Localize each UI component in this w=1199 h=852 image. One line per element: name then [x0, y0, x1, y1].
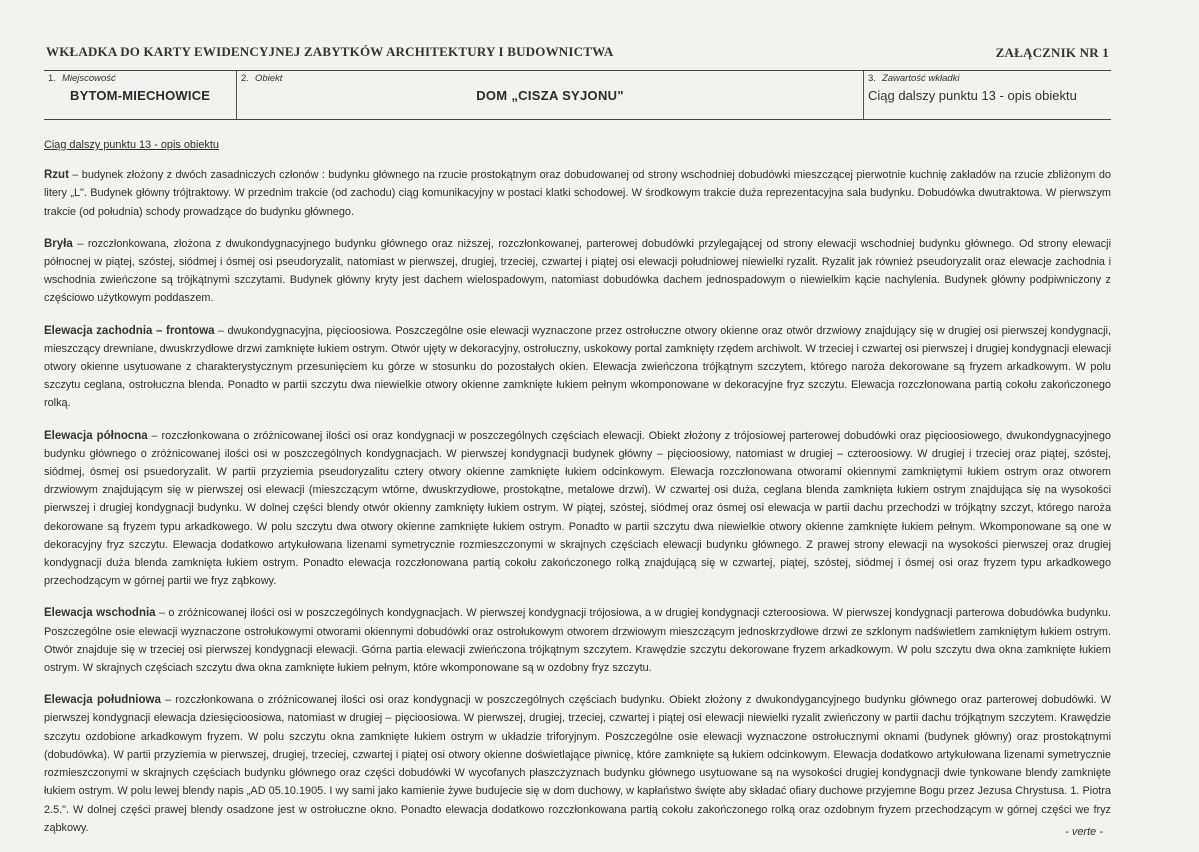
field-locality	[44, 71, 236, 119]
field-object-value: DOM „CISZA SYJONU"	[476, 88, 624, 103]
paragraph-term: Rzut	[44, 169, 69, 182]
paragraph-east-elevation	[44, 604, 1111, 677]
annex-label: ZAŁĄCZNIK NR 1	[995, 45, 1109, 60]
document-body	[44, 136, 1111, 837]
paragraph-term: Elewacja zachodnia – frontowa	[44, 324, 215, 337]
paragraph-text: – budynek złożony z dwóch zasadniczych członów : budynku głównego na rzucie prostokątnym oraz dobudowanej od strony wschodniej dobudówki mieszczącej pierwotnie kuchnię zakładów na rzucie zbliżonym do litery „L". Budynek główny trójtraktowy. W przednim trakcie (od zachodu) ciąg komunikacyjny w postaci klatki schodowej. W środkowym trakcie duża reprezentacyjna sala budynku. Dobudówka dwutraktowa. W pierwszym trakcie (od południa) schody prowadzące do budynku głównego.	[44, 169, 1111, 218]
paragraph-south-elevation	[44, 691, 1111, 837]
field-insert-content-value: Ciąg dalszy punktu 13 - opis obiektu	[868, 88, 1077, 103]
document-title: WKŁADKA DO KARTY EWIDENCYJNEJ ZABYTKÓW ARCHITEKTURY I BUDOWNICTWA	[46, 44, 614, 59]
paragraph-term: Elewacja wschodnia	[44, 607, 156, 620]
paragraph-term: Bryła	[44, 237, 73, 250]
document-header	[44, 44, 1111, 60]
paragraph-north-elevation	[44, 427, 1111, 591]
paragraph-west-elevation	[44, 322, 1111, 413]
paragraph-text: – dwukondygnacyjna, pięcioosiowa. Poszczególne osie elewacji wyznaczone przez ostrołuczne otwory okienne oraz otwór drzwiowy znajdujący się w drugiej osi pierwszej kondygnacji, mieszczący drewniane, dwuskrzydłowe drzwi zamknięte łukiem ostrym. Otwór ujęty w dekoracyjny, ostrołuczny, uskokowy portal zamknięty rzędem archiwolt. W trzeciej i czwartej osi pierwszej i drugiej kondygnacji elewacji otwory okienne usytuowane z charakterystycznym przesunięciem ku górze w stosunku do pozostałych okien. Elewacja zwieńczona trójkątnym szczytem, którego naroża dekorowane są fryzem arkadkowym. W polu szczytu ceglana, ostrołuczna blenda. Ponadto w partii szczytu dwa niewielkie otwory okienne zamknięte łukiem pełnym wkomponowane w dekoracyjne fryz szczytu. Elewacja rozczłonowana partią cokołu zakończonego rolką.	[44, 324, 1111, 410]
field-object	[236, 71, 863, 119]
continuation-heading: Ciąg dalszy punktu 13 - opis obiektu	[44, 139, 219, 151]
paragraph-text: – rozczłonkowana, złożona z dwukondygnacyjnego budynku głównego oraz niższej, rozczłonkowanej, parterowej dobudówki przylegającej od strony elewacji wschodniej budynku głównego. Od strony elewacji północnej w piątej, szóstej, siódmej i ósmej osi pseudoryzalit, natomiast w pierwszej, drugiej, trzeciej, czwartej i piątej osi elewacji południowej niewielki ryzalit. Ryzalit jak również pseudoryzalit oraz elewacje zachodnia i wschodnia zwieńczone są trójkątnymi szczytami. Budynek główny kryty jest dachem wielospadowym, natomiast dobudówka dachem jednospadowym o niewielkim kącie nachylenia. Budynek główny podpiwniczony z częściowo użytkowym poddaszem.	[44, 237, 1111, 305]
field-object-label: 2. Obiekt	[241, 73, 283, 84]
paragraph-text: – rozczłonkowana o zróżnicowanej ilości osi oraz kondygnacji w poszczególnych częściach elewacji. Obiekt złożony z trójosiowej parterowej dobudówki oraz pięcioosiowego, dwukondygnacyjnego budynku głównego o zróżnicowanej ilości osi w poszczególnych kondygnacjach. W pierwszej kondygnacji budynek główny – pięcioosiowy, natomiast w drugiej – czteroosiowy. W drugiej i trzeciej oraz piątej, szóstej, siódmej, ósmej osi psuedoryzalit. W partii przyziemia pseudoryzalitu cztery otwory okienne zamknięte łukiem odcinkowym. Elewacja rozczłonowana otworami okiennymi zamkniętymi łukiem ostrym oraz otworem drzwiowym znajdującym się w pierwszej osi elewacji (mieszczącym wtórne, dwuskrzydłowe, prostokątne, metalowe drzwi). W czwartej osi duża, ceglana blenda zamknięta łukiem ostrym znajdująca się na wysokości pierwszej i drugiej kondygnacji budynku. W dolnej części blendy otwór okienny zamknięty łukiem ostrym. W piątej, szóstej, siódmej oraz ósmej osi elewacja w partii dachu przechodzi w trójkątny szczyt, którego naroża dekorowane są fryzem typu arkadkowego. W polu szczytu dwa otwory okienne zamknięte łukiem ostrym. Ponadto w partii szczytu dwa niewielkie otwory okienne zamknięte łukiem pełnym. Wkomponowane są one w dekoracyjny fryz szczytu. Elewacja dodatkowo artykułowana lizenami symetrycznie rozmieszczonymi w skrajnych częściach elewacji budynku głównego. Z prawej strony elewacji na wysokości pierwszej oraz drugiej kondygnacji duża blenda zamknięta łukiem ostrym. Ponadto elewacja rozczłonowana partią cokołu zakończonego rolką znajdującą się w czwartej, piątej, szóstej, siódmej i ósmej osi oraz fryzem typu arkadkowego przechodzącym w górnej partii we fryz ząbkowy.	[44, 429, 1111, 588]
paragraph-term: Elewacja południowa	[44, 694, 161, 707]
paragraph-text: – rozczłonkowana o zróżnicowanej ilości osi oraz kondygnacji w poszczególnych częściach budynku. Obiekt złożony z dwukondygancyjnego budynku głównego oraz parterowej dobudówki. W pierwszej kondygnacji elewacja dziesięcioosiowa, natomiast w drugiej – pięcioosiowa. W pierwszej, drugiej, trzeciej, czwartej i piątej osi elewacji niewielki ryzalit zwieńczony w partii dachu trójkątnym szczytem. Krawędzie szczytu ozdobione arkadkowym fryzem. W polu szczytu okna zamknięte łukiem ostrym w układzie triforyjnym. Poszczególne osie elewacji wyznaczone ostrołucznymi oknami (budynek główny) oraz prostokątnymi (dobudówka). W partii przyziemia w pierwszej, drugiej, trzeciej, czwartej i piątej osi otwory okienne doświetlające piwnicę, które zamknięte są łukiem odcinkowym. Elewacja dodatkowo artykułowana lizenami symetrycznie rozmieszczonymi w skrajnych częściach budynku głównego oraz części dobudówki W wycofanych płaszczyznach budynku głównego usytuowane są na wysokości drugiej kondygnacji dwie tynkowane blendy zamknięte łukiem ostrym. W polu lewej blendy napis „AD 05.10.1905. I wy sami jako kamienie żywe budujecie się w dom duchowy, w kapłaństwo święte aby składać ofiary duchowe przyjemne Bogu przez Jezusa Chrystusa. 1. Piotra 2.5.". W dolnej części prawej blendy osadzone jest w ostrołuczne okno. Ponadto elewacja dodatkowo rozczłonkowana partią cokołu zakończonego rolką oraz ozdobnym fryzem przechodzącym w górnej części we fryz ząbkowy.	[44, 694, 1111, 834]
form-fields-row	[44, 70, 1111, 120]
field-locality-value: BYTOM-MIECHOWICE	[70, 88, 211, 103]
field-insert-content	[863, 71, 1111, 119]
paragraph-term: Elewacja północna	[44, 429, 148, 442]
paragraph-plan	[44, 166, 1111, 221]
paragraph-massing	[44, 235, 1111, 308]
field-insert-content-label: 3. Zawartość wkładki	[868, 73, 960, 84]
paragraph-text: – o zróżnicowanej ilości osi w poszczególnych kondygnacjach. W pierwszej kondygnacji trójosiowa, a w drugiej kondygnacji czteroosiowa. W pierwszej kondygnacji parterowa dobudówka budynku. Poszczególne osie elewacji wyznaczone ostrołukowymi otworami okiennymi dobudówki oraz ostrołukowym otworem drzwiowym mieszczącym jednoskrzydłowe drzwi ze szklonym nadświetlem zamkniętym łukiem ostrym. Otwór znajduje się w trzeciej osi pierwszej kondygnacji elewacji. Górna partia elewacji zwieńczona trójkątnym szczytem. Krawędzie szczytu dekorowane fryzem arkadkowym. W polu szczytu dwa okna zamknięte łukiem ostrym. W skrajnych częściach szczytu dwa okna zamknięte łukiem pełnym, które wkomponowane są w ozdobny fryz szczytu.	[44, 607, 1111, 675]
verte-footer: - verte -	[1065, 826, 1103, 838]
field-locality-label: 1. Miejscowość	[48, 73, 116, 84]
